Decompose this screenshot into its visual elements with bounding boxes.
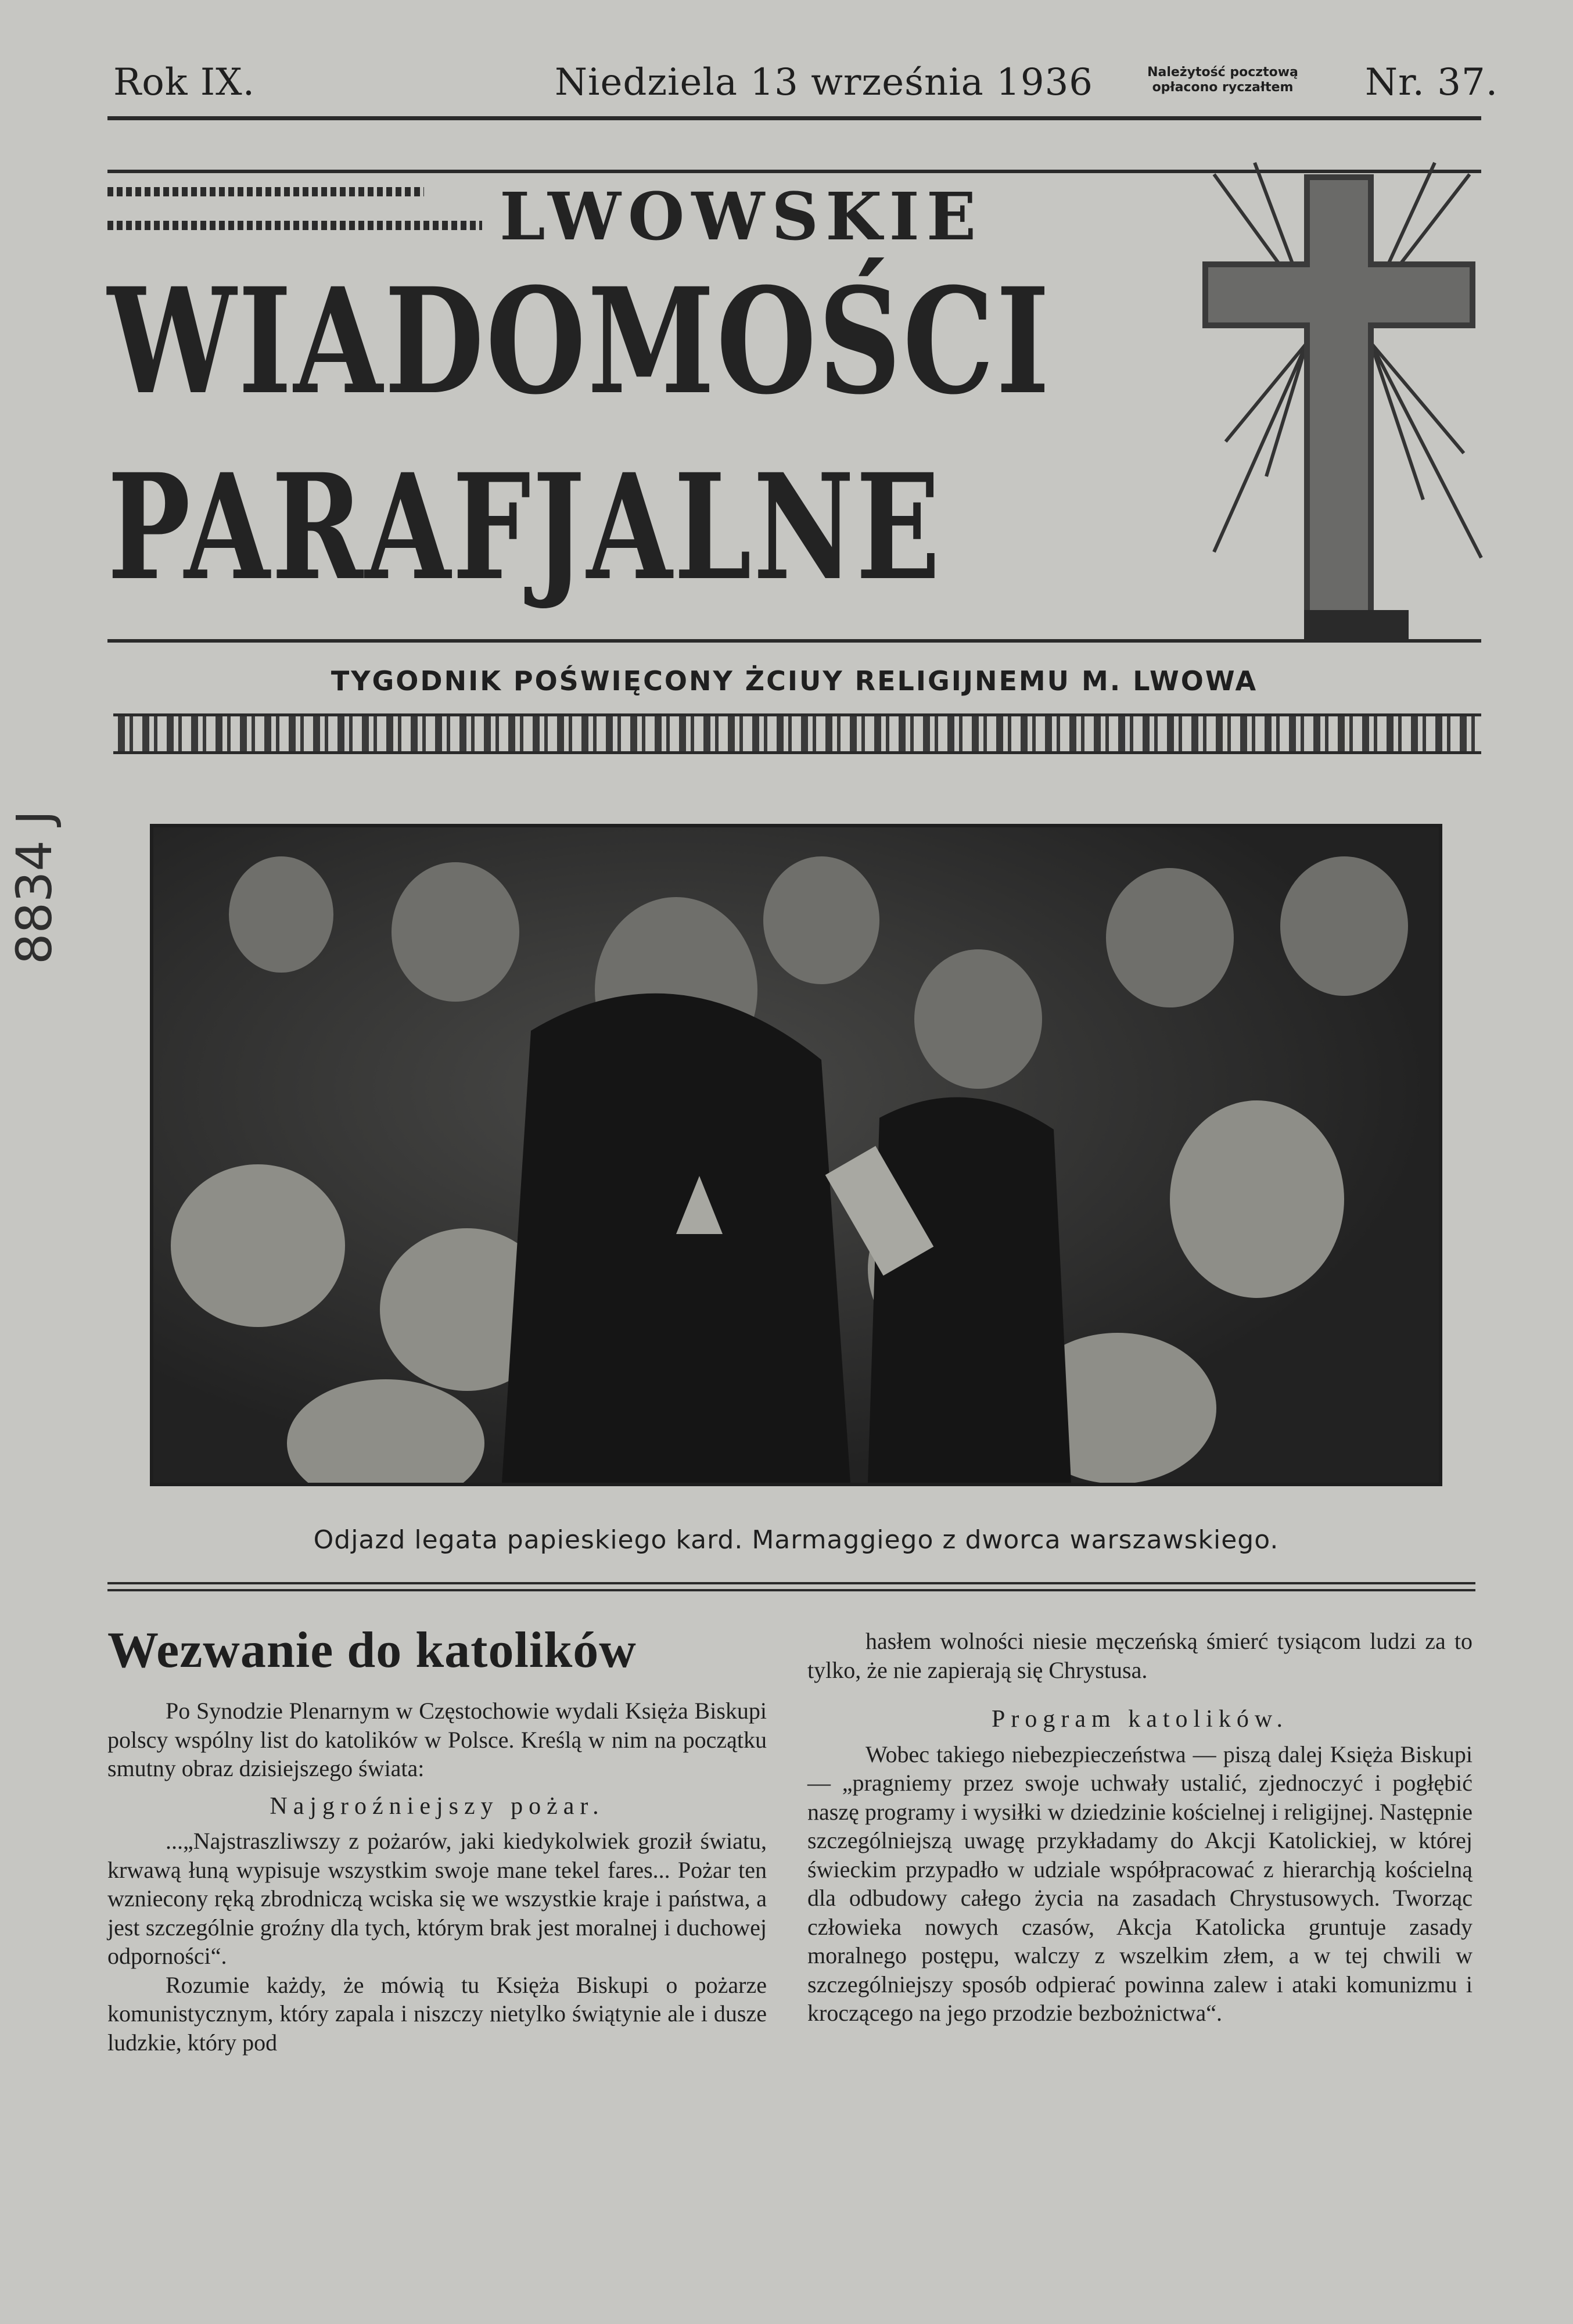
article-right-column xyxy=(807,1627,1473,2028)
masthead-stripe-2 xyxy=(107,221,482,230)
caption-rule-2 xyxy=(107,1589,1475,1591)
masthead-stripe-1 xyxy=(107,187,424,196)
header-rule xyxy=(107,116,1481,120)
article-paragraph-4: hasłem wolności niesie męczeńską śmierć tysiącom ludzi za to tylko, że nie zapierają się Chrystusa. xyxy=(807,1628,1473,1683)
photo-caption: Odjazd legata papieskiego kard. Marmaggiego z dworca warszawskiego. xyxy=(313,1525,1279,1555)
article-paragraph-5: Wobec takiego niebezpieczeństwa — piszą dalej Księża Biskupi — „pragniemy przez swoje uchwały ustalić, zjednoczyć i pogłębić naszę programy i wysiłki w dziedzinie kościelnej i religijnej. Następnie szczególniejszą uwagę przykładamy do Akcji Katolickiej, w której świeckim przypadło w udziale współpracować z hierarchją kościelną dla odbudowy całego życia na zasadach Chrystusowych. Tworząc człowieka nowych czasów, Akcja Katolicka gruntuje zasady moralnego postępu, walczy z wszelkim złem, a w tej chwili w szczególniejszy sposób odpierać powinna zalew i ataki komunizmu i kroczącego na jego przodzie bezbożnictwa“. xyxy=(807,1741,1473,2026)
article-paragraph-2: ...„Najstraszliwszy z pożarów, jaki kiedykolwiek groził światu, krwawą łuną wypisuje wszystkim swoje mane tekel fares... Pożar ten wzniecony ręką zbrodniczą wciska się we wszystkie kraje i państwa, a jest szczególnie groźny dla tych, którym brak jest moralnej i duchowej odporności“. xyxy=(107,1828,767,1969)
article-left-column xyxy=(107,1697,767,2057)
caption-rule-1 xyxy=(107,1582,1475,1584)
masthead-line-3: PARAFJALNE xyxy=(107,442,942,612)
masthead-line-1: LWOWSKIE xyxy=(500,179,983,255)
right-subheading: Program katolików. xyxy=(992,1706,1288,1733)
masthead-line-2: WIADOMOŚCI xyxy=(107,256,1052,426)
masthead-bottom-rule xyxy=(107,639,1481,643)
news-photo xyxy=(150,824,1442,1486)
article-paragraph-3: Rozumie każdy, że mówią tu Księża Biskupi o pożarze komunistycznym, który zapala i niszczy nietylko świątynie ale i dusze ludzkie, który pod xyxy=(107,1971,767,2056)
ornamental-border xyxy=(113,713,1481,754)
tagline: TYGODNIK POŚWIĘCONY ŻCIUY RELIGIJNEMU M. LWOWA xyxy=(331,665,1258,697)
article-paragraph-1: Po Synodzie Plenarnym w Częstochowie wydali Księża Biskupi polscy wspólny list do katolików w Polsce. Kreślą w nim na początku smutny obraz dzisiejszego świata: xyxy=(107,1698,767,1781)
postal-note-line-2: opłacono ryczałtem xyxy=(1152,80,1294,95)
crowd-photo-illustration xyxy=(153,827,1439,1483)
postal-note-line-1: Należytość pocztową xyxy=(1147,65,1298,80)
issue-date: Niedziela 13 września 1936 xyxy=(555,61,1093,104)
article-title: Wezwanie do katolików xyxy=(107,1622,637,1679)
cross-emblem-icon xyxy=(1191,151,1487,651)
issue-number: Nr. 37. xyxy=(1365,61,1499,104)
postal-note xyxy=(1101,65,1345,95)
handwritten-margin-note: 8834 J xyxy=(6,810,63,964)
left-subheading: Najgroźniejszy pożar. xyxy=(270,1792,605,1820)
volume-label: Rok IX. xyxy=(113,61,256,104)
